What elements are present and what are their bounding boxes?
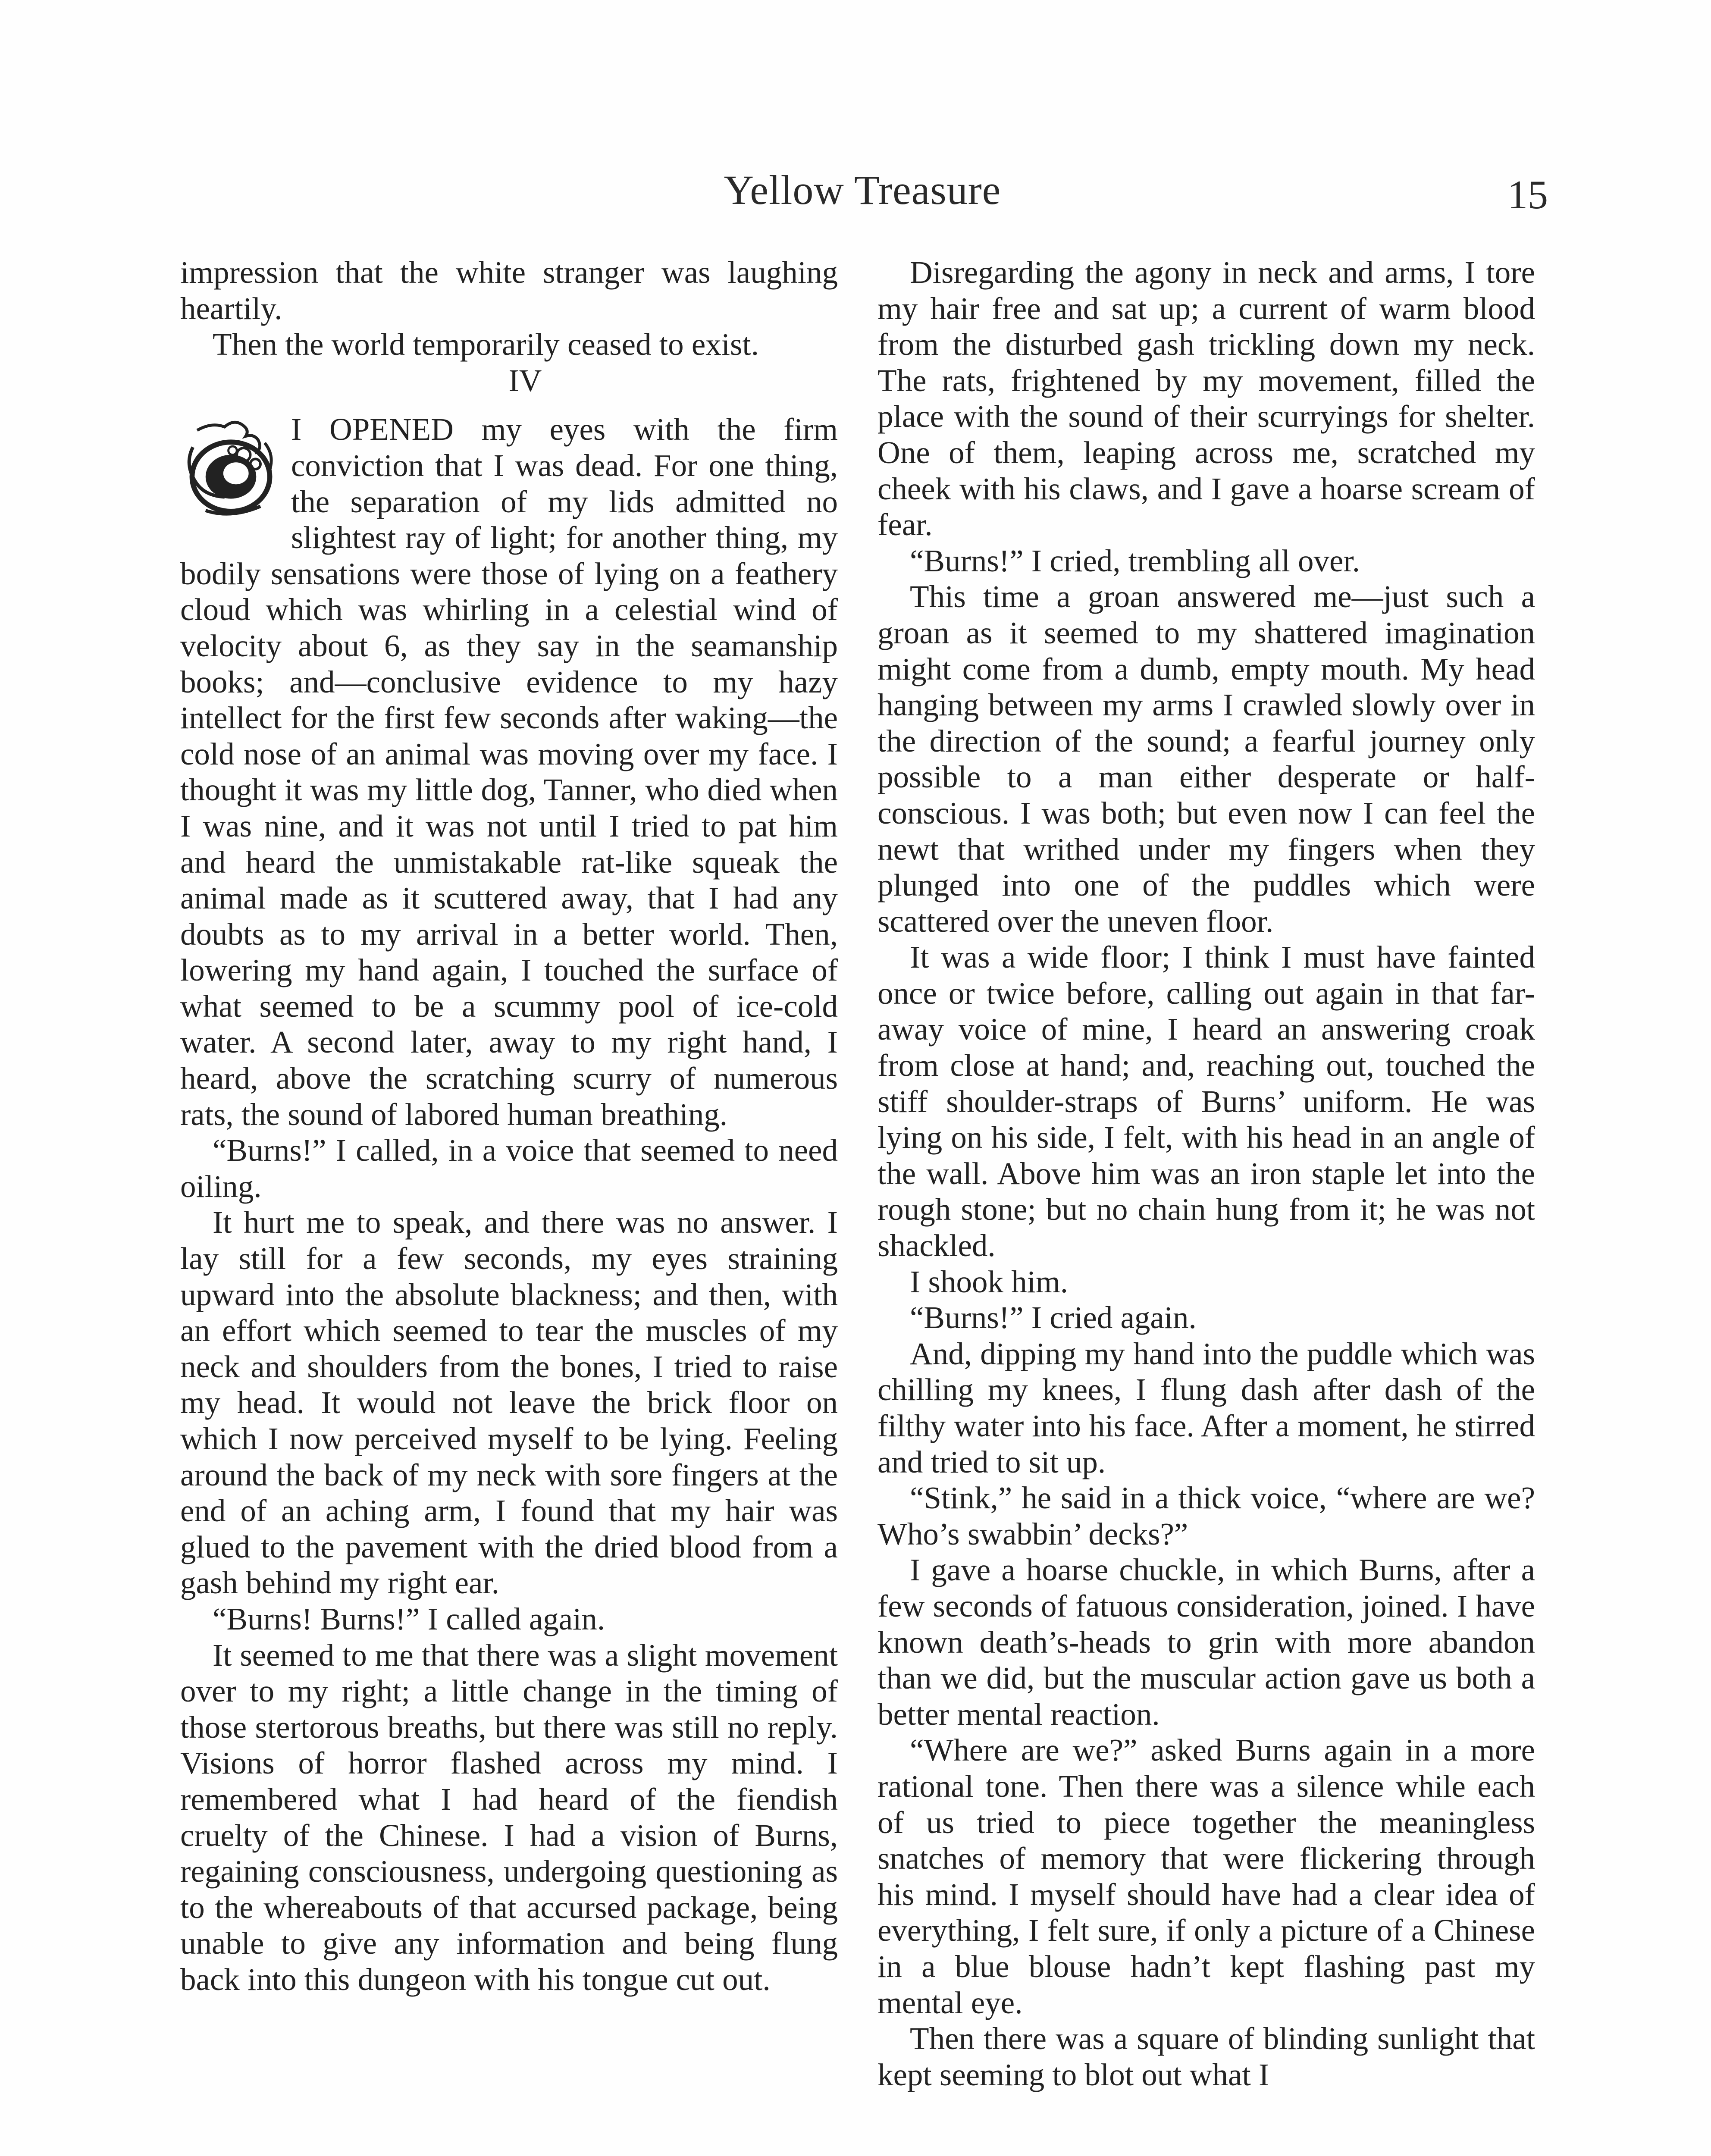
section-number: IV <box>508 363 542 398</box>
paragraph: “Burns!” I cried, trembling all over. <box>910 543 1360 578</box>
paragraph: It seemed to me that there was a slight movement over to my right; a little change in the timing of those stertorous breaths, but there was still no reply. Visions of horror flashed across my mind. I remembered what I had heard of the fiendish cruelty of the Chinese. I had a vision of Burns, regaining consciousness, undergoing questioning as to the whereabouts of that accursed package, being unable to give any information and being flung back into this dungeon with his tongue cut out. <box>180 1637 838 1997</box>
paragraph: impression that the white stranger was laughing heartily. <box>180 255 838 326</box>
paragraph: It hurt me to speak, and there was no answer. I lay still for a few seconds, my eyes straining upward into the absolute blackness; and then, with an effort which seemed to tear the muscles of my neck and shoulders from the bones, I tried to raise my head. It would not leave the brick floor on which I now perceived myself to be lying. Feeling around the back of my neck with sore fingers at the end of an aching arm, I found that my hair was glued to the pavement with the dried blood from a gash behind my right ear. <box>180 1205 838 1601</box>
paragraph: I gave a hoarse chuckle, in which Burns, after a few seconds of fatuous consideration, joined. I have known death’s-heads to grin with more abandon than we did, but the muscular action gave us both a better mental reaction. <box>877 1552 1535 1732</box>
paragraph-text: I OPENED my eyes with the firm conviction that I was dead. For one thing, the separation of my lids admitted no slightest ray of light; for another thing, my bodily sensations were those of lying on a feathery cloud which was whirling in a celestial wind of velocity about 6, as they say in the seamanship books; and—conclusive evidence to my hazy intellect for the first few seconds after waking—the cold nose of an animal was moving over my face. I thought it was my little dog, Tanner, who died when I was nine, and it was not until I tried to pat him and heard the unmistakable rat-like squeak the animal made as it scuttered away, that I had any doubts as to my arrival in a better world. Then, lowering my hand again, I touched the surface of what seemed to be a scummy pool of ice-cold water. A second later, away to my right hand, I heard, above the scratching scurry of numerous rats, the sound of labored human breathing. <box>180 412 838 1132</box>
paragraph: “Burns!” I cried again. <box>910 1300 1197 1335</box>
paragraph-with-drop-cap <box>180 411 838 1132</box>
running-header-title: Yellow Treasure <box>724 167 1001 213</box>
paragraph: And, dipping my hand into the puddle which was chilling my knees, I flung dash after dash of the filthy water into his face. After a moment, he stirred and tried to sit up. <box>877 1336 1535 1479</box>
paragraph: This time a groan answered me—just such a groan as it seemed to my shattered imagination might come from a dumb, empty mouth. My head hanging between my arms I crawled slowly over in the direction of the sound; a fearful journey only possible to a man either desperate or half-conscious. I was both; but even now I can feel the newt that writhed under my fingers when they plunged into one of the puddles which were scattered over the uneven floor. <box>877 579 1535 939</box>
paragraph: Then there was a square of blinding sunlight that kept seeming to blot out what I <box>877 2021 1535 2092</box>
right-column <box>877 254 1535 2093</box>
page-number: 15 <box>1507 172 1548 217</box>
paragraph: Then the world temporarily ceased to exist. <box>213 327 759 362</box>
paragraph: Disregarding the agony in neck and arms, I tore my hair free and sat up; a current of warm blood from the disturbed gash trickling down my neck. The rats, frightened by my movement, filled the place with the sound of their scurryings for shelter. One of them, leaping across me, scratched my cheek with his claws, and I gave a hoarse scream of fear. <box>877 255 1535 542</box>
paragraph: I shook him. <box>910 1264 1069 1299</box>
paragraph: “Where are we?” asked Burns again in a more rational tone. Then there was a silence while each of us tried to piece together the meaningless snatches of memory that were flickering through his mind. I myself should have had a clear idea of everything, I felt sure, if only a picture of a Chinese in a blue blouse hadn’t kept flashing past my mental eye. <box>877 1733 1535 2020</box>
left-column <box>180 254 838 1998</box>
paragraph: “Stink,” he said in a thick voice, “where are we? Who’s swabbin’ decks?” <box>877 1480 1535 1551</box>
paragraph: It was a wide floor; I think I must have fainted once or twice before, calling out again in that far-away voice of mine, I heard an answering croak from close at hand; and, reaching out, touched the stiff shoulder-straps of Burns’ uniform. He was lying on his side, I felt, with his head in an angle of the wall. Above him was an iron staple let into the rough stone; but no chain hung from it; he was not shackled. <box>877 940 1535 1263</box>
paragraph: “Burns!” I called, in a voice that seemed to need oiling. <box>180 1133 838 1204</box>
ornamental-drop-cap-icon <box>180 417 282 520</box>
paragraph: “Burns! Burns!” I called again. <box>213 1601 605 1636</box>
